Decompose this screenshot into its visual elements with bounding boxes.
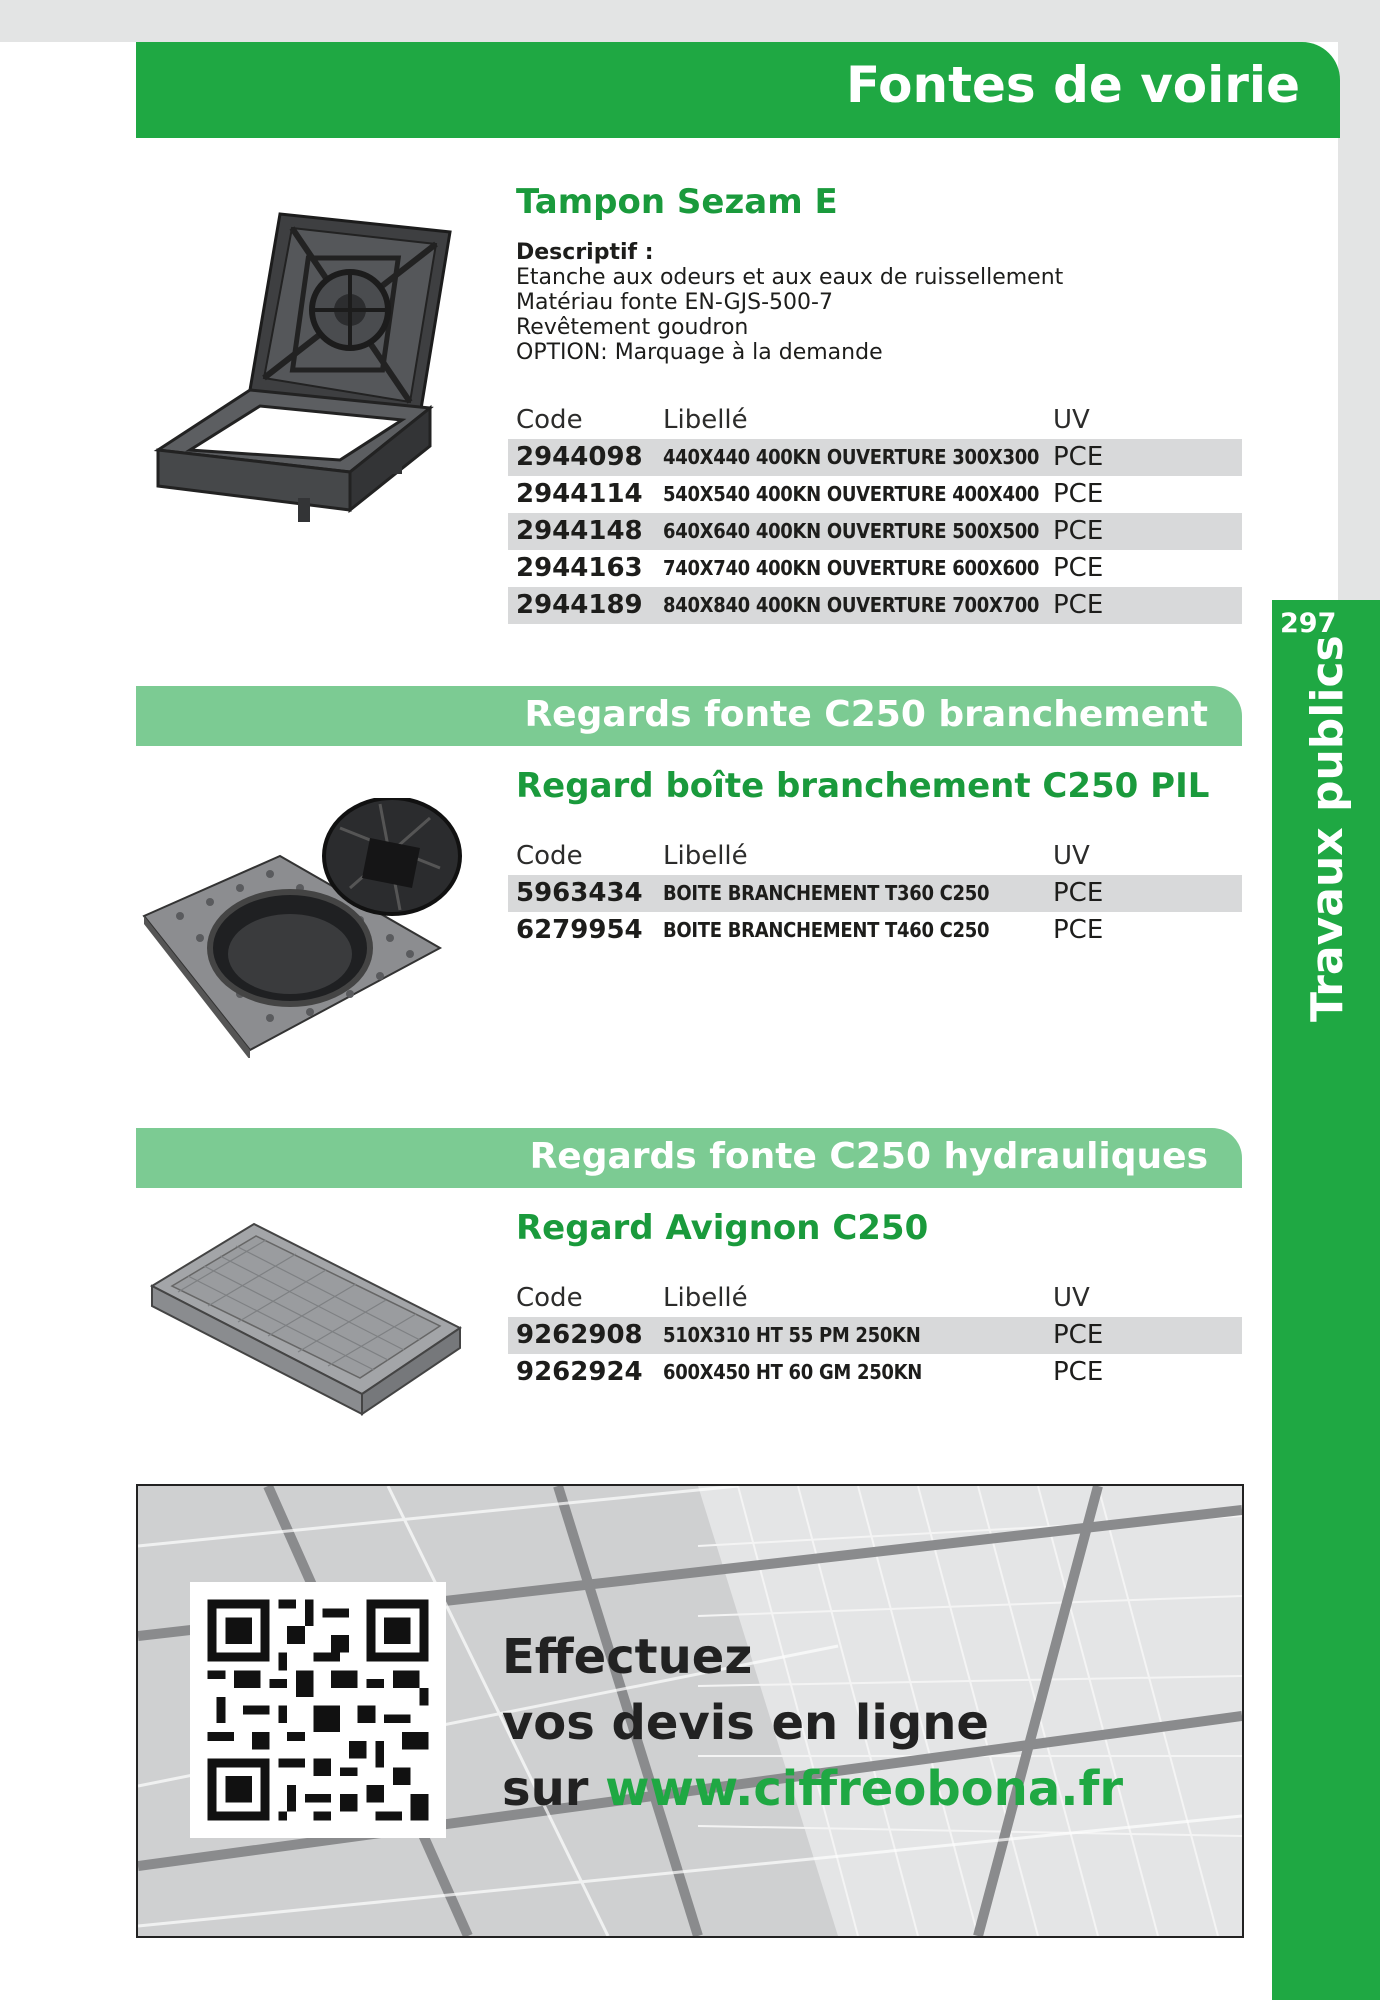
- description-line: Etanche aux odeurs et aux eaux de ruissellement: [516, 265, 1064, 290]
- row-uv: PCE: [1053, 516, 1104, 546]
- section-bar-branchement: [136, 686, 1242, 746]
- row-code: 2944148: [516, 516, 643, 546]
- page-header: [136, 42, 1340, 138]
- product-table-hydrauliques: [508, 1280, 1242, 1391]
- banner-text: [502, 1624, 1123, 1822]
- banner-prefix: sur: [502, 1761, 606, 1817]
- row-uv: PCE: [1053, 442, 1104, 472]
- row-libelle: 740X740 400KN OUVERTURE 600X600: [663, 556, 1040, 580]
- product-description: [516, 240, 1063, 365]
- row-code: 9262908: [516, 1320, 643, 1350]
- qr-code-icon: [190, 1582, 446, 1838]
- row-libelle: 640X640 400KN OUVERTURE 500X500: [663, 519, 1040, 543]
- section-heading: Regards fonte C250 hydrauliques: [529, 1136, 1208, 1177]
- row-libelle: 600X450 HT 60 GM 250KN: [663, 1360, 923, 1384]
- col-uv-header: UV: [1053, 841, 1090, 871]
- product-title-regard-boite: Regard boîte branchement C250 PIL: [516, 766, 1210, 806]
- col-uv-header: UV: [1053, 405, 1090, 435]
- col-libelle-header: Libellé: [663, 1283, 748, 1313]
- row-uv: PCE: [1053, 915, 1104, 945]
- chapter-tab: [1272, 600, 1380, 2000]
- table-row: [508, 587, 1242, 624]
- product-title-sezam: Tampon Sezam E: [516, 182, 838, 222]
- banner-line: Effectuez: [502, 1629, 753, 1685]
- section-bar-hydrauliques: [136, 1128, 1242, 1188]
- description-line: Revêtement goudron: [516, 315, 749, 340]
- top-band: [0, 0, 1380, 42]
- col-code-header: Code: [516, 841, 583, 871]
- row-code: 2944163: [516, 553, 643, 583]
- row-libelle: 510X310 HT 55 PM 250KN: [663, 1323, 921, 1347]
- row-code: 5963434: [516, 878, 643, 908]
- product-table-sezam: [508, 402, 1242, 624]
- col-uv-header: UV: [1053, 1283, 1090, 1313]
- table-row: [508, 1354, 1242, 1391]
- row-libelle: 540X540 400KN OUVERTURE 400X400: [663, 482, 1040, 506]
- row-uv: PCE: [1053, 479, 1104, 509]
- row-uv: PCE: [1053, 553, 1104, 583]
- tampon-sezam-image: [150, 210, 460, 540]
- table-row: [508, 476, 1242, 513]
- row-code: 9262924: [516, 1357, 643, 1387]
- product-table-branchement: [508, 838, 1242, 949]
- table-header: [508, 402, 1242, 439]
- table-header: [508, 838, 1242, 875]
- row-uv: PCE: [1053, 590, 1104, 620]
- table-row: [508, 1317, 1242, 1354]
- row-uv: PCE: [1053, 878, 1104, 908]
- description-line: Matériau fonte EN-GJS-500-7: [516, 290, 833, 315]
- table-row: [508, 912, 1242, 949]
- col-code-header: Code: [516, 405, 583, 435]
- row-code: 2944114: [516, 479, 643, 509]
- table-header: [508, 1280, 1242, 1317]
- row-libelle: BOITE BRANCHEMENT T460 C250: [663, 918, 990, 942]
- row-libelle: 840X840 400KN OUVERTURE 700X700: [663, 593, 1040, 617]
- table-row: [508, 439, 1242, 476]
- row-uv: PCE: [1053, 1357, 1104, 1387]
- col-libelle-header: Libellé: [663, 405, 748, 435]
- description-label: Descriptif :: [516, 240, 654, 265]
- page-title: Fontes de voirie: [846, 56, 1300, 114]
- row-code: 2944189: [516, 590, 643, 620]
- row-uv: PCE: [1053, 1320, 1104, 1350]
- regard-boite-image: [140, 798, 480, 1058]
- row-libelle: BOITE BRANCHEMENT T360 C250: [663, 881, 990, 905]
- product-title-avignon: Regard Avignon C250: [516, 1208, 929, 1248]
- online-quote-banner: [136, 1484, 1244, 1938]
- page-number: 297: [1280, 608, 1337, 639]
- table-row: [508, 513, 1242, 550]
- row-code: 6279954: [516, 915, 643, 945]
- table-row: [508, 875, 1242, 912]
- row-libelle: 440X440 400KN OUVERTURE 300X300: [663, 445, 1040, 469]
- table-row: [508, 550, 1242, 587]
- col-libelle-header: Libellé: [663, 841, 748, 871]
- banner-line: vos devis en ligne: [502, 1695, 989, 1751]
- regard-avignon-image: [148, 1218, 468, 1418]
- website-link[interactable]: www.ciffreobona.fr: [605, 1761, 1123, 1817]
- banner-line: [502, 1756, 1123, 1822]
- chapter-title: Travaux publics: [1302, 635, 1353, 1022]
- col-code-header: Code: [516, 1283, 583, 1313]
- description-line: OPTION: Marquage à la demande: [516, 340, 883, 365]
- row-code: 2944098: [516, 442, 643, 472]
- section-heading: Regards fonte C250 branchement: [524, 694, 1208, 735]
